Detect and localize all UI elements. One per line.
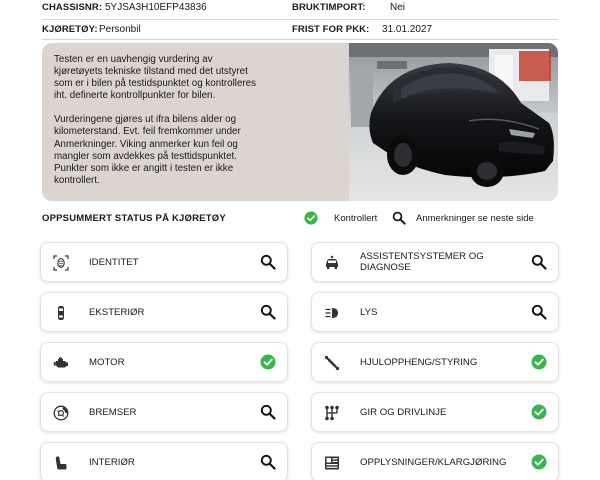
intro-paragraph-2: Vurderingene gjøres ut ifra bilens alder og kilometerstand. Evt. feil fremkommer under Anmerkninger. Viking anmerker kun feil og mangler som avdekkes på testtidspunktet. Punkter som ikke er angitt i testen er ikke kontrollert. [54, 114, 241, 186]
category-label: ASSISTENTSYSTEMER OG DIAGNOSE [360, 251, 484, 273]
vehicle-type-label: KJØRETØY: [42, 24, 98, 35]
pkk-deadline-value: 31.01.2027 [382, 24, 433, 35]
intro-text [54, 54, 259, 187]
checkmark-icon [531, 354, 547, 370]
car-seat-icon [53, 455, 69, 471]
id-scan-icon [53, 255, 69, 271]
intro-paragraph-1: Testen er en uavhengig vurdering av kjøretøyets tekniske tilstand med det utstyret som er i bilen på testidspunktet og kontrolleres iht. definerte kontrollpunkter for bilen. [54, 54, 257, 102]
checkmark-icon [531, 454, 547, 470]
category-card[interactable] [40, 292, 288, 332]
category-card[interactable] [311, 242, 559, 282]
category-label: OPPLYSNINGER/KLARGJØRING [360, 456, 507, 468]
brake-disc-icon [53, 405, 69, 421]
car-body-icon [53, 305, 69, 321]
magnifier-icon [260, 254, 276, 270]
category-label: HJULOPPHENG/STYRING [360, 356, 478, 368]
category-label: GIR OG DRIVLINJE [360, 406, 447, 418]
checkmark-icon [531, 404, 547, 420]
checkmark-icon [304, 211, 318, 225]
pkk-deadline-label: FRIST FOR PKK: [292, 24, 370, 35]
info-list-icon [324, 455, 340, 471]
category-card[interactable] [40, 342, 288, 382]
status-header [42, 213, 558, 227]
category-card[interactable] [311, 392, 559, 432]
category-label: INTERIØR [89, 456, 135, 468]
vehicle-type-value: Personbil [99, 24, 141, 35]
magnifier-icon [531, 254, 547, 270]
status-title: OPPSUMMERT STATUS PÅ KJØRETØY [42, 213, 226, 224]
headlight-icon [324, 305, 340, 321]
category-card[interactable] [40, 392, 288, 432]
diagnostic-icon [324, 255, 340, 271]
vehicle-info [42, 0, 558, 40]
checkmark-icon [260, 354, 276, 370]
shock-absorber-icon [324, 355, 340, 371]
category-label: EKSTERIØR [89, 306, 145, 318]
category-card[interactable] [40, 442, 288, 480]
magnifier-icon [392, 211, 406, 225]
category-card[interactable] [311, 442, 559, 480]
magnifier-icon [260, 454, 276, 470]
category-label: BREMSER [89, 406, 137, 418]
intro-panel [42, 43, 558, 201]
chassis-value: 5YJSA3H10EFP43836 [105, 2, 207, 13]
legend-controlled-label: Kontrollert [334, 213, 378, 224]
gearbox-icon [324, 405, 340, 421]
magnifier-icon [531, 304, 547, 320]
vehicle-info-row-1 [42, 0, 558, 20]
category-label: LYS [360, 306, 378, 318]
category-card[interactable] [311, 342, 559, 382]
magnifier-icon [260, 304, 276, 320]
vehicle-info-row-2 [42, 20, 558, 40]
magnifier-icon [260, 404, 276, 420]
category-card[interactable] [311, 292, 559, 332]
engine-icon [53, 355, 69, 371]
category-label: IDENTITET [89, 256, 139, 268]
category-label: MOTOR [89, 356, 125, 368]
import-label: BRUKTIMPORT: [292, 2, 366, 13]
import-value: Nei [390, 2, 406, 13]
category-card[interactable] [40, 242, 288, 282]
legend-remarks-label: Anmerkninger se neste side [416, 213, 534, 224]
chassis-label: CHASSISNR: [42, 2, 103, 13]
car-photo [349, 43, 558, 201]
